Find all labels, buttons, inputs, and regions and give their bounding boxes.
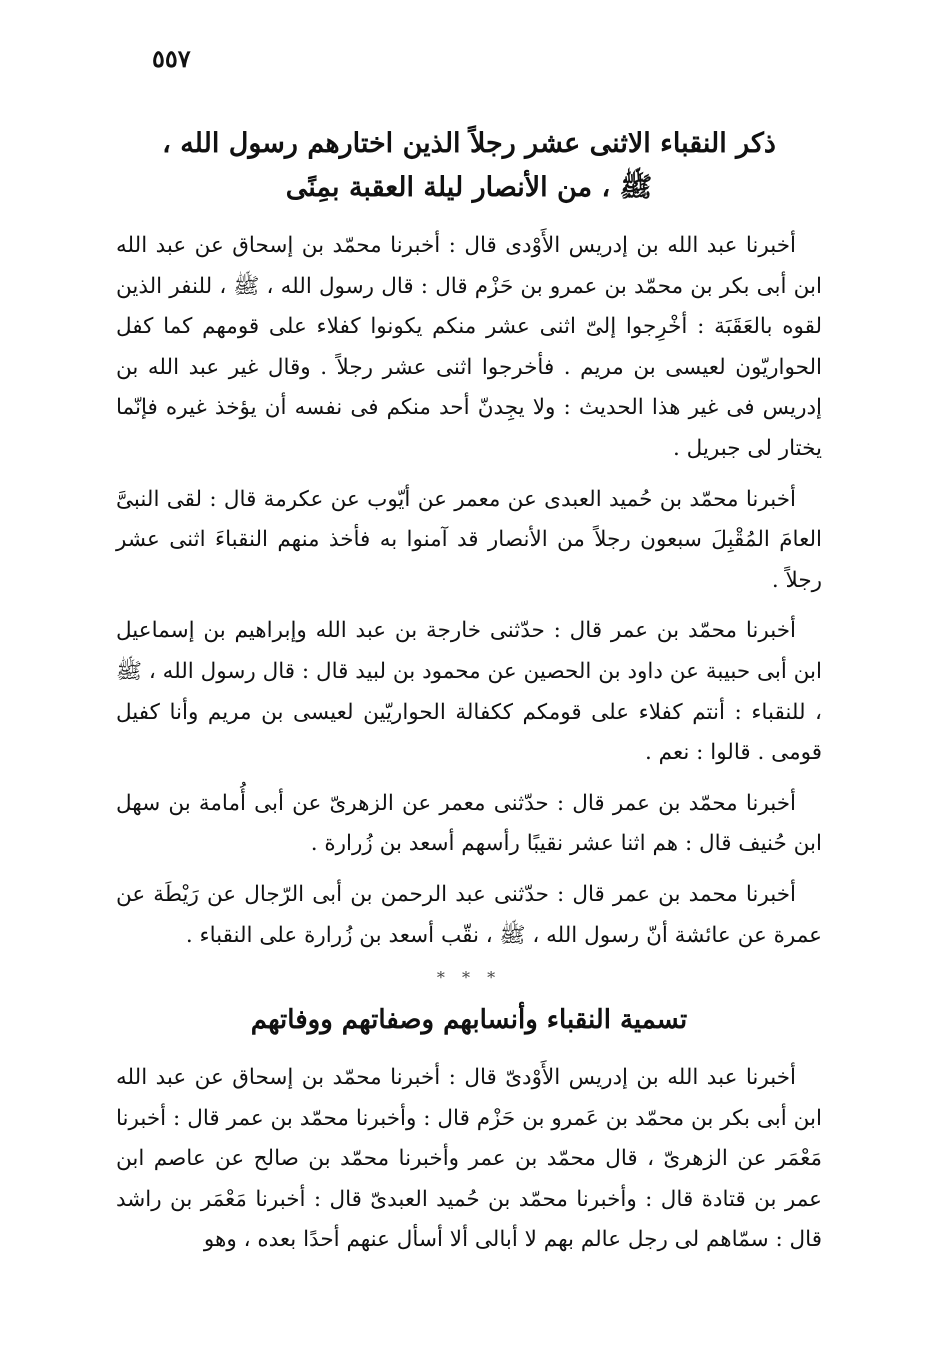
paragraph-5: أخبرنا محمد بن عمر قال : حدّثنى عبد الرحمن بن أبى الرّجال عن رَيْطَة عن عمرة عن عائشة أنّ رسول الله ، ﷺ ، نقّب أسعد بن زُرارة على النقباء . <box>116 881 822 948</box>
paragraph-2: أخبرنا محمّد بن حُميد العبدى عن معمر عن أيّوب عن عكرمة قال : لقى النبىَّ العامَ المُقْبِلَ سبعون رجلاً من الأنصار قد آمنوا به فأخذ منهم النقباءَ اثنى عشر رجلاً . <box>116 486 822 593</box>
page-number: ٥٥٧ <box>152 44 191 73</box>
paragraph-6: أخبرنا عبد الله بن إدريس الأَوْدىّ قال : أخبرنا محمّد بن إسحاق عن عبد الله ابن أبى بكر بن محمّد بن عَمرو بن حَزْم قال : وأخبرنا محمّد بن عمر قال : أخبرنا مَعْمَر عن الزهرىّ ، قال محمّد بن عمر وأخبرنا محمّد بن صالح عن عاصم ابن عمر بن قتادة قال : وأخبرنا محمّد بن حُميد العبدىّ قال : أخبرنا مَعْمَر بن راشد قال : سمّاهم لى رجل عالم بهم لا أبالى ألا أسأل عنهم أحدًا بعده ، وهو <box>116 1065 822 1253</box>
paragraph-4: أخبرنا محمّد بن عمر قال : حدّثنى معمر عن الزهرىّ عن أبى أُمامة بن سهل ابن حُنيف قال : هم اثنا عشر نقيبًا رأسهم أسعد بن زُرارة . <box>116 790 822 857</box>
chapter-title-line-2: ﷺ ، من الأنصار ليلة العقبة بمِنًى <box>285 172 653 203</box>
chapter-title-line-1: ذكر النقباء الاثنى عشر رجلاً الذين اختارهم رسول الله ، <box>162 128 776 159</box>
paragraph-1: أخبرنا عبد الله بن إدريس الأَوْدى قال : أخبرنا محمّد بن إسحاق عن عبد الله ابن أبى بكر بن محمّد بن عمرو بن حَزْم قال : قال رسول الله ، ﷺ ، للنفر الذين لقوه بالعَقَبَة : أخْرِجوا إلىّ اثنى عشر منكم يكونوا كفلاء على قومهم كما كفل الحواريّون لعيسى بن مريم . فأخرجوا اثنى عشر رجلاً . وقال غير عبد الله بن إدريس فى غير هذا الحديث : ولا يجِدنّ أحد منكم فى نفسه أن يؤخذ غيره فإنّما يختار لى جبريل . <box>116 233 822 461</box>
paragraph-3: أخبرنا محمّد بن عمر قال : حدّثنى خارجة بن عبد الله وإبراهيم بن إسماعيل ابن أبى حبيبة عن داود بن الحصين عن محمود بن لبيد قال : قال رسول الله ، ﷺ ، للنقباء : أنتم كفلاء على قومكم ككفالة الحواريّين لعيسى بن مريم وأنا كفيل قومى . قالوا : نعم . <box>116 618 822 766</box>
section-separator: * * * <box>436 968 502 988</box>
section-title: تسمية النقباء وأنسابهم وصفاتهم ووفاتهم <box>250 1005 688 1036</box>
chapter-title <box>116 122 822 210</box>
page-content <box>116 122 822 1271</box>
